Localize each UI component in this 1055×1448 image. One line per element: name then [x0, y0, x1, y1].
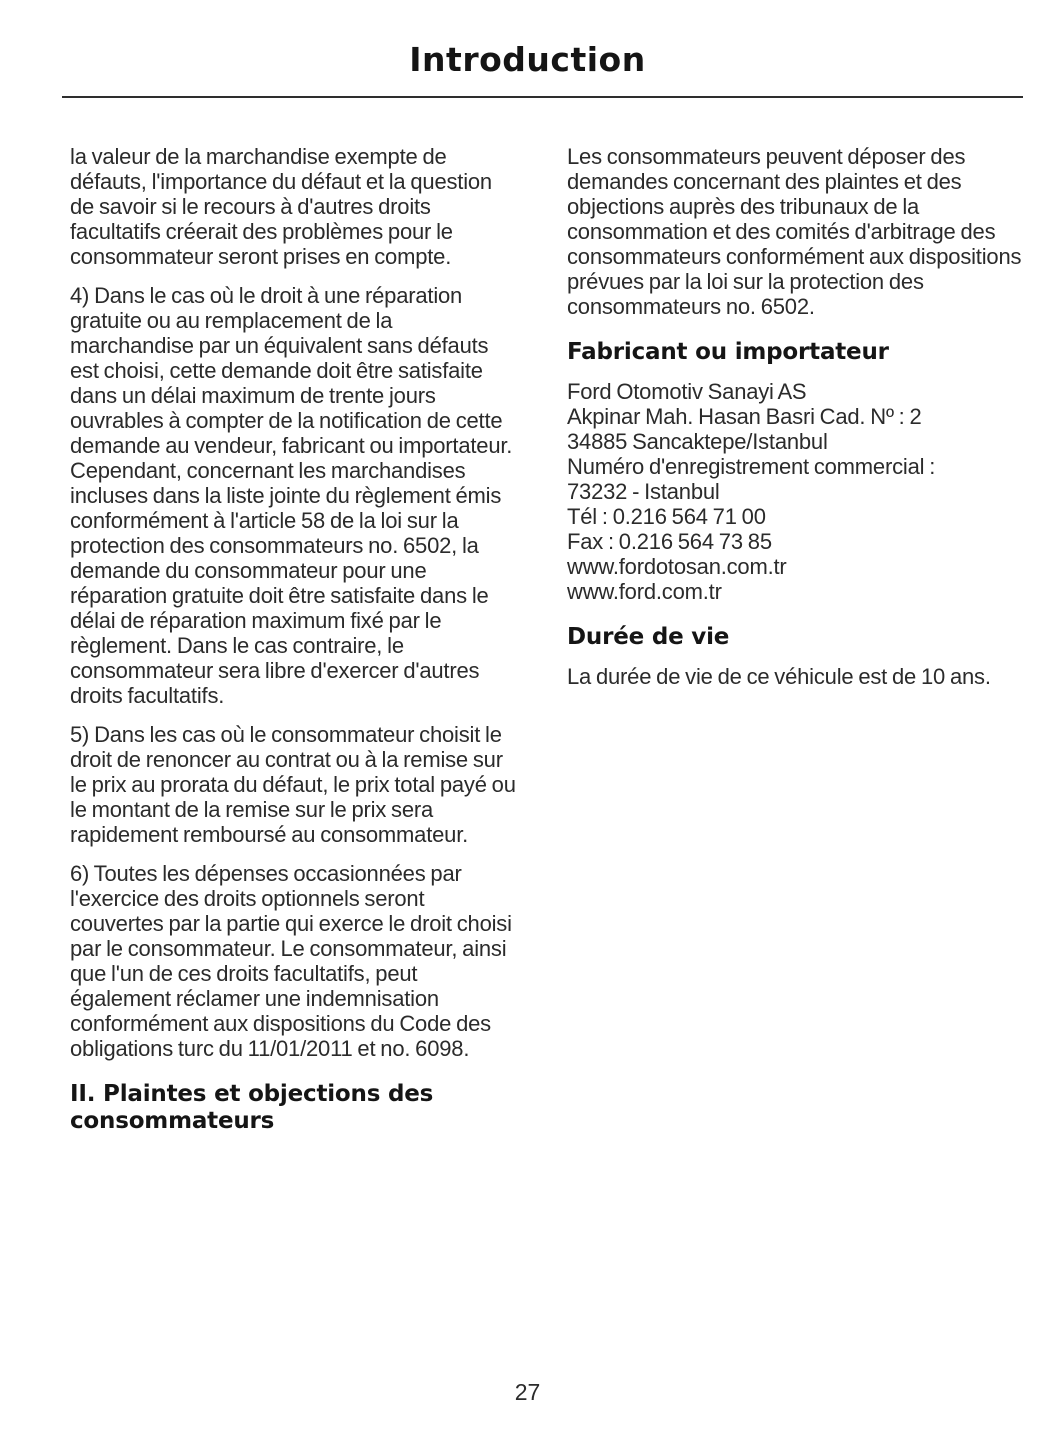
address-line-city: 34885 Sancaktepe/Istanbul [567, 429, 828, 454]
paragraph-complaints-intro: Les consommateurs peuvent déposer des demandes concernant des plaintes et des objections auprès des tribunaux de la consommation et des comités d'arbitrage des consommateurs conformément aux dispositions prévues par la loi sur la protection des consommateurs no. 6502. [567, 144, 1022, 319]
page-header [0, 0, 1055, 98]
left-column [70, 144, 520, 1148]
paragraph-item-5: 5) Dans les cas où le consommateur choisit le droit de renoncer au contrat ou à la remise sur le prix au prorata du défaut, le prix total payé ou le montant de la remise sur le prix sera rapidement remboursé au consommateur. [70, 722, 516, 847]
paragraph-continuation: la valeur de la marchandise exempte de défauts, l'importance du défaut et la question de savoir si le recours à d'autres droits facultatifs créerait des problèmes pour le consommateur seront prises en compte. [70, 144, 492, 269]
address-line-website-ford: www.ford.com.tr [567, 579, 722, 604]
address-line-registration-label: Numéro d'enregistrement commercial : [567, 454, 936, 479]
address-line-phone: Tél : 0.216 564 71 00 [567, 504, 766, 529]
section-heading-duree-de-vie: Durée de vie [567, 624, 730, 650]
paragraph-item-6: 6) Toutes les dépenses occasionnées par l'exercice des droits optionnels seront couvertes par la partie qui exerce le droit choisi par le consommateur. Le consommateur, ainsi que l'un de ces droits facultatifs, peut également réclamer une indemnisation conformément aux dispositions du Code des obligations turc du 11/01/2011 et no. 6098. [70, 861, 512, 1061]
page-footer [0, 1379, 1055, 1406]
address-line-registration-number: 73232 - Istanbul [567, 479, 720, 504]
paragraph-lifetime: La durée de vie de ce véhicule est de 10 ans. [567, 664, 991, 689]
address-line-fax: Fax : 0.216 564 73 85 [567, 529, 772, 554]
right-column [567, 144, 1023, 1148]
address-line-company: Ford Otomotiv Sanayi AS [567, 379, 807, 404]
section-heading-plaintes-objections: II. Plaintes et objections des consommateurs [70, 1081, 434, 1134]
content-columns [70, 144, 1055, 1148]
address-line-street: Akpinar Mah. Hasan Basri Cad. Nº : 2 [567, 404, 922, 429]
address-line-website-fordotosan: www.fordotosan.com.tr [567, 554, 787, 579]
page-number: 27 [514, 1379, 541, 1405]
section-heading-fabricant: Fabricant ou importateur [567, 339, 889, 365]
title-divider [62, 96, 1023, 98]
page-title: Introduction [409, 40, 646, 79]
manufacturer-address-block [567, 379, 1023, 604]
paragraph-item-4: 4) Dans le cas où le droit à une réparation gratuite ou au remplacement de la marchandise par un équivalent sans défauts est choisi, cette demande doit être satisfaite dans un délai maximum de trente jours ouvrables à compter de la notification de cette demande au vendeur, fabricant ou importateur. Cependant, concernant les marchandises incluses dans la liste jointe du règlement émis conformément à l'article 58 de la loi sur la protection des consommateurs no. 6502, la demande du consommateur pour une réparation gratuite doit être satisfaite dans le délai de réparation maximum fixé par le règlement. Dans le cas contraire, le consommateur sera libre d'exercer d'autres droits facultatifs. [70, 283, 513, 708]
